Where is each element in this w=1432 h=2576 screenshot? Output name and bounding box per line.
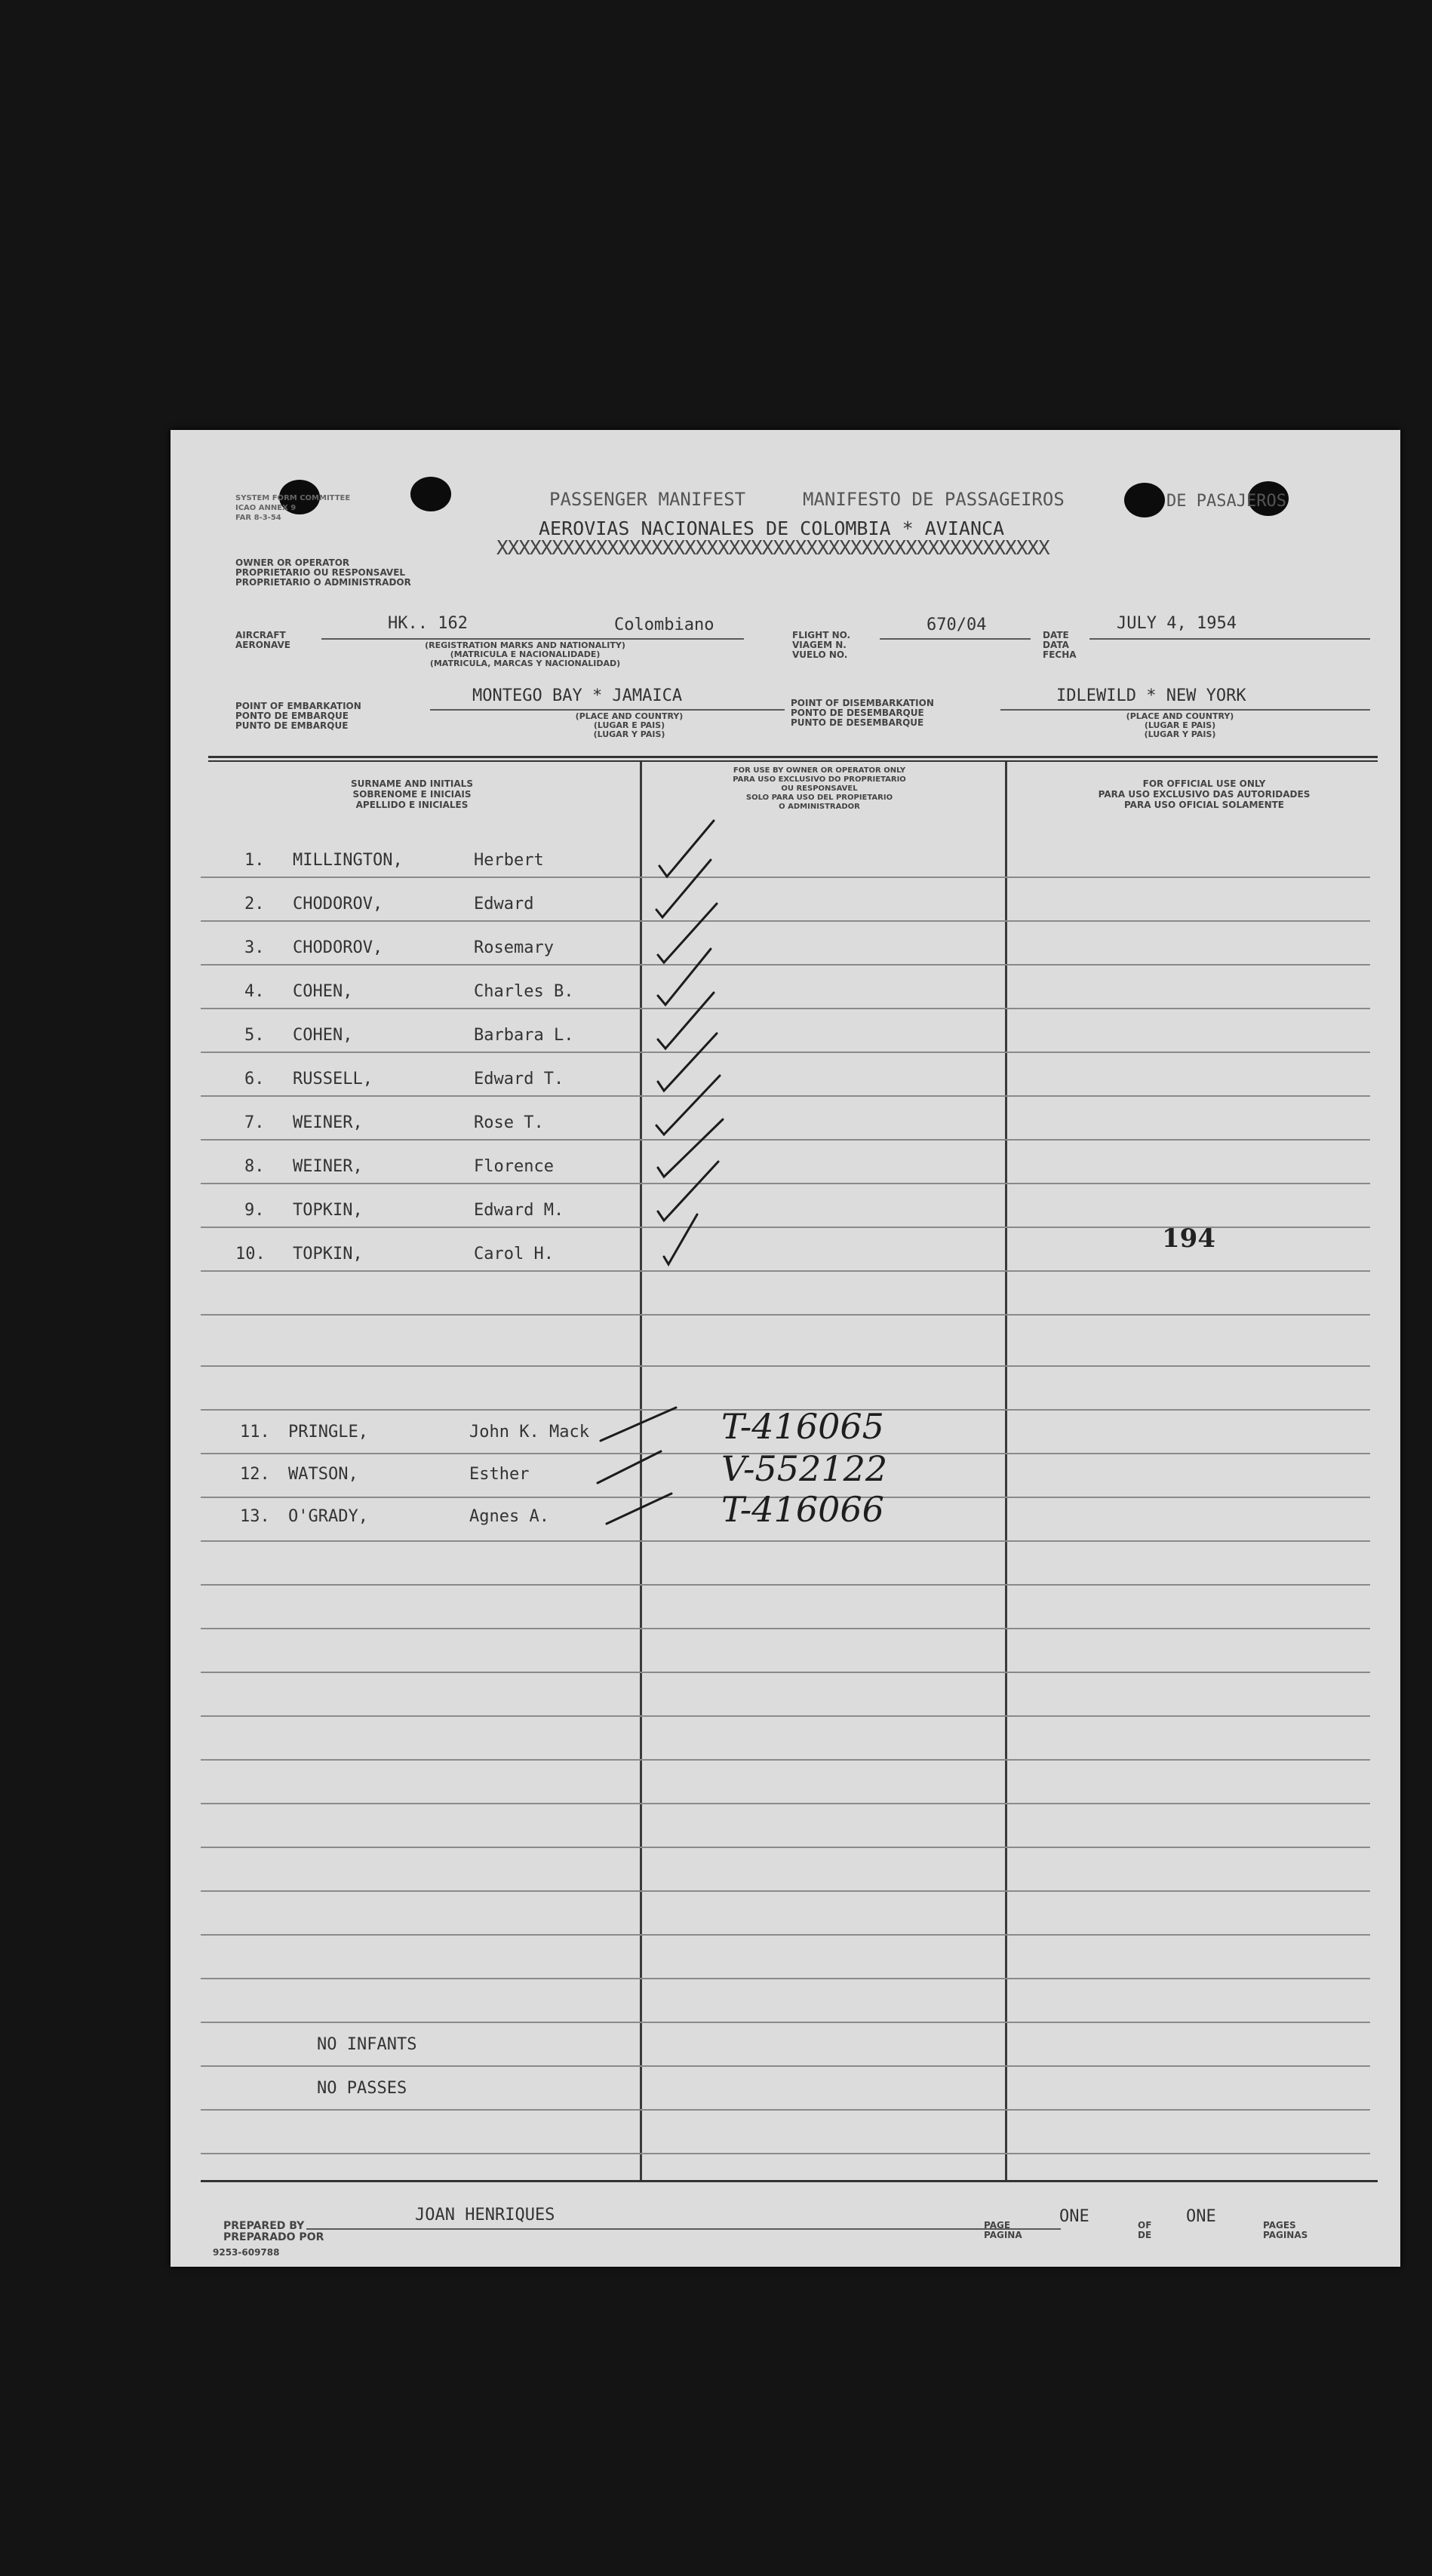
title-english: PASSENGER MANIFEST	[549, 489, 746, 510]
passenger-surname: COHEN,	[293, 1026, 353, 1045]
column-header-line: APELLIDO E INICIALES	[355, 800, 469, 810]
form-ref-line: FAR 8-3-54	[235, 514, 281, 522]
page-total: ONE	[1186, 2207, 1216, 2226]
flight-label-line: VIAGEM N.	[792, 640, 847, 650]
table-row-line	[201, 1584, 1370, 1586]
embark-label-line: PONTO DE EMBARQUE	[235, 711, 349, 721]
form-reference	[235, 493, 350, 523]
embarkation-label	[235, 702, 361, 731]
table-row-line	[201, 877, 1370, 878]
table-row-line	[201, 1803, 1370, 1804]
passenger-surname: CHODOROV,	[293, 938, 383, 957]
table-top-rule	[208, 760, 1378, 762]
table-row-line	[201, 1628, 1370, 1629]
passenger-given-name: Carol H.	[474, 1245, 554, 1263]
table-row-line	[201, 2153, 1370, 2154]
page-number: ONE	[1059, 2207, 1089, 2226]
reg-caption-line: (MATRICULA, MARCAS Y NACIONALIDAD)	[429, 659, 621, 668]
passenger-number: 4.	[244, 982, 265, 1001]
passenger-surname: MILLINGTON,	[293, 851, 403, 870]
disembark-label-line: POINT OF DISEMBARKATION	[791, 698, 934, 708]
owner-column-header	[668, 766, 970, 812]
passenger-number: 3.	[244, 938, 265, 957]
form-ref-line: ICAO ANNEX 9	[235, 504, 297, 512]
ticket-number: T-416065	[721, 1406, 884, 1447]
passenger-given-name: Florence	[474, 1157, 554, 1176]
table-row-line	[201, 1890, 1370, 1892]
passenger-number: 7.	[244, 1113, 265, 1132]
disembarkation-place: IDLEWILD * NEW YORK	[1056, 686, 1246, 705]
place-caption-line: (LUGAR E PAIS)	[593, 720, 665, 730]
owner-label-line: PROPRIETARIO O ADMINISTRADOR	[235, 577, 411, 588]
aircraft-registration: HK.. 162	[388, 614, 468, 633]
column-header-line: SOLO PARA USO DEL PROPIETARIO	[745, 794, 893, 802]
passenger-surname: WEINER,	[293, 1113, 363, 1132]
passenger-number: 2.	[244, 895, 265, 913]
passenger-given-name: Agnes A.	[469, 1507, 549, 1526]
aircraft-label	[235, 631, 290, 650]
passenger-given-name: Barbara L.	[474, 1026, 574, 1045]
place-caption-line: (LUGAR Y PAIS)	[1144, 729, 1216, 739]
check-mark	[659, 821, 714, 877]
note-no-passes: NO PASSES	[317, 2079, 407, 2098]
check-mark	[658, 993, 714, 1049]
manifest-sheet	[171, 430, 1400, 2267]
passenger-surname: WEINER,	[293, 1157, 363, 1176]
pages-label	[1263, 2221, 1308, 2240]
passenger-surname: WATSON,	[288, 1465, 358, 1484]
column-header-line: O ADMINISTRADOR	[779, 803, 860, 811]
pages-label-line: PAGINAS	[1263, 2230, 1308, 2240]
passenger-number: 10.	[235, 1245, 266, 1263]
of-label-line: OF	[1138, 2220, 1152, 2231]
passenger-given-name: Edward T.	[474, 1070, 564, 1088]
form-number: 9253-609788	[213, 2247, 280, 2258]
column-header-line: PARA USO OFICIAL SOLAMENTE	[1123, 800, 1285, 810]
passenger-given-name: Edward M.	[474, 1201, 564, 1220]
check-mark	[656, 1076, 720, 1134]
passenger-given-name: Rosemary	[474, 938, 554, 957]
table-row-line	[201, 1759, 1370, 1761]
ticket-number: T-416066	[721, 1489, 884, 1530]
date-label-line: FECHA	[1043, 649, 1077, 660]
pages-label-line: PAGES	[1263, 2220, 1296, 2231]
check-mark	[656, 860, 711, 917]
prepared-by-name: JOAN HENRIQUES	[415, 2206, 555, 2224]
table-row-line	[201, 1672, 1370, 1673]
page-label-line: PAGE	[984, 2220, 1011, 2231]
place-caption-line: (PLACE AND COUNTRY)	[1126, 711, 1234, 721]
table-row-line	[201, 1540, 1370, 1542]
table-row-line	[201, 1365, 1370, 1367]
check-marks	[638, 807, 759, 1275]
aircraft-label-line: AIRCRAFT	[235, 630, 286, 640]
passenger-number: 9.	[244, 1201, 265, 1220]
title-portuguese: MANIFESTO DE PASSAGEIROS	[803, 489, 1065, 510]
place-caption-line: (LUGAR E PAIS)	[1144, 720, 1216, 730]
passenger-given-name: John K. Mack	[469, 1423, 589, 1442]
flight-label	[792, 631, 850, 660]
check-mark	[658, 1033, 717, 1091]
table-row-line	[201, 1183, 1370, 1184]
punch-hole	[410, 477, 451, 511]
owner-label-line: OWNER OR OPERATOR	[235, 557, 350, 568]
ticket-number: V-552122	[721, 1448, 888, 1489]
passenger-surname: RUSSELL,	[293, 1070, 373, 1088]
tick-stroke	[607, 1494, 671, 1524]
passenger-number: 11.	[240, 1423, 270, 1442]
column-divider	[1005, 762, 1007, 2180]
passenger-surname: COHEN,	[293, 982, 353, 1001]
date-label	[1043, 631, 1077, 660]
passenger-number: 5.	[244, 1026, 265, 1045]
airline-name: AEROVIAS NACIONALES DE COLOMBIA * AVIANCA	[539, 517, 1005, 539]
flight-label-line: VUELO NO.	[792, 649, 848, 660]
tick-stroke	[601, 1408, 676, 1441]
prepared-label-line: PREPARED BY	[223, 2220, 305, 2232]
column-header-line: FOR OFFICIAL USE ONLY	[1142, 778, 1266, 789]
of-label-line: DE	[1138, 2230, 1152, 2240]
date-label-line: DATE	[1043, 630, 1069, 640]
disembark-place-caption	[1089, 712, 1271, 739]
flight-date: JULY 4, 1954	[1117, 614, 1237, 633]
passenger-given-name: Herbert	[474, 851, 544, 870]
page-label	[984, 2221, 1022, 2240]
disembarkation-label	[791, 698, 934, 728]
passenger-surname: O'GRADY,	[288, 1507, 368, 1526]
passenger-given-name: Rose T.	[474, 1113, 544, 1132]
embarkation-place: MONTEGO BAY * JAMAICA	[472, 686, 683, 705]
check-mark	[658, 949, 711, 1005]
aircraft-label-line: AERONAVE	[235, 640, 290, 650]
table-row-line	[201, 2022, 1370, 2023]
table-row-line	[201, 1934, 1370, 1936]
title-spanish: DE PASAJEROS	[1166, 492, 1286, 511]
reg-caption-line: (REGISTRATION MARKS AND NATIONALITY)	[425, 640, 625, 650]
embark-label-line: PUNTO DE EMBARQUE	[235, 720, 349, 731]
table-top-rule	[208, 756, 1378, 758]
table-row-line	[201, 1847, 1370, 1848]
column-header-line: FOR USE BY OWNER OR OPERATOR ONLY	[733, 766, 906, 775]
reg-caption-line: (MATRICULA E NACIONALIDADE)	[450, 649, 601, 659]
table-row-line	[201, 1270, 1370, 1272]
embark-underline	[430, 709, 785, 711]
column-header-line: SURNAME AND INITIALS	[351, 778, 473, 789]
owner-label	[235, 558, 411, 588]
airline-overstrike: XXXXXXXXXXXXXXXXXXXXXXXXXXXXXXXXXXXXXXXXXXXXXXXXXX	[496, 537, 1049, 560]
table-row-line	[201, 2065, 1370, 2067]
check-mark	[664, 1214, 697, 1264]
passenger-number: 6.	[244, 1070, 265, 1088]
column-header-line: PARA USO EXCLUSIVO DAS AUTORIDADES	[1098, 789, 1311, 800]
table-row-line	[201, 2109, 1370, 2111]
tick-stroke	[598, 1451, 661, 1483]
prepared-by-underline	[306, 2228, 1061, 2230]
column-header-line: PARA USO EXCLUSIVO DO PROPRIETARIO	[733, 775, 906, 784]
flight-label-line: FLIGHT NO.	[792, 630, 851, 640]
passenger-number: 1.	[244, 851, 265, 870]
page-label-line: PAGINA	[984, 2230, 1022, 2240]
of-label	[1138, 2221, 1151, 2240]
table-row-line	[201, 1978, 1370, 1979]
prepared-by-label	[223, 2221, 324, 2243]
note-no-infants: NO INFANTS	[317, 2035, 417, 2054]
flight-number: 670/04	[926, 616, 987, 634]
form-ref-line: SYSTEM FORM COMMITTEE	[235, 494, 351, 502]
passenger-number: 8.	[244, 1157, 265, 1176]
column-header-line: OU RESPONSAVEL	[781, 784, 858, 793]
date-underline	[1089, 638, 1370, 640]
passenger-surname: CHODOROV,	[293, 895, 383, 913]
table-row-line	[201, 964, 1370, 966]
aircraft-nationality: Colombiano	[614, 616, 714, 634]
table-row-line	[201, 1314, 1370, 1316]
official-column-header	[1046, 778, 1363, 810]
names-column-header	[276, 778, 548, 810]
passenger-given-name: Esther	[469, 1465, 530, 1484]
disembark-label-line: PONTO DE DESEMBARQUE	[791, 708, 924, 718]
table-row-line	[201, 920, 1370, 922]
passenger-surname: PRINGLE,	[288, 1423, 368, 1442]
stamp-number: 194	[1162, 1224, 1215, 1254]
registration-caption	[397, 641, 653, 668]
disembark-label-line: PUNTO DE DESEMBARQUE	[791, 717, 924, 728]
table-row-line	[201, 1008, 1370, 1009]
table-row-line	[201, 1095, 1370, 1097]
tick-strokes	[593, 1403, 699, 1539]
punch-hole	[1124, 483, 1165, 517]
date-label-line: DATA	[1043, 640, 1069, 650]
owner-label-line: PROPRIETARIO OU RESPONSAVEL	[235, 567, 406, 578]
passenger-given-name: Charles B.	[474, 982, 574, 1001]
table-row-line	[201, 1052, 1370, 1053]
passenger-given-name: Edward	[474, 895, 534, 913]
passenger-number: 12.	[240, 1465, 270, 1484]
flight-underline	[880, 638, 1031, 640]
passenger-number: 13.	[240, 1507, 270, 1526]
place-caption-line: (PLACE AND COUNTRY)	[575, 711, 684, 721]
check-mark	[658, 1162, 718, 1220]
disembark-underline	[1000, 709, 1370, 711]
place-caption-line: (LUGAR Y PAIS)	[593, 729, 665, 739]
passenger-surname: TOPKIN,	[293, 1245, 363, 1263]
table-bottom-rule	[201, 2180, 1378, 2182]
embark-place-caption	[539, 712, 720, 739]
table-row-line	[201, 1715, 1370, 1717]
embark-label-line: POINT OF EMBARKATION	[235, 701, 361, 711]
aircraft-underline	[321, 638, 744, 640]
table-row-line	[201, 1139, 1370, 1141]
prepared-label-line: PREPARADO POR	[223, 2231, 324, 2243]
column-header-line: SOBRENOME E INICIAIS	[352, 789, 472, 800]
passenger-surname: TOPKIN,	[293, 1201, 363, 1220]
